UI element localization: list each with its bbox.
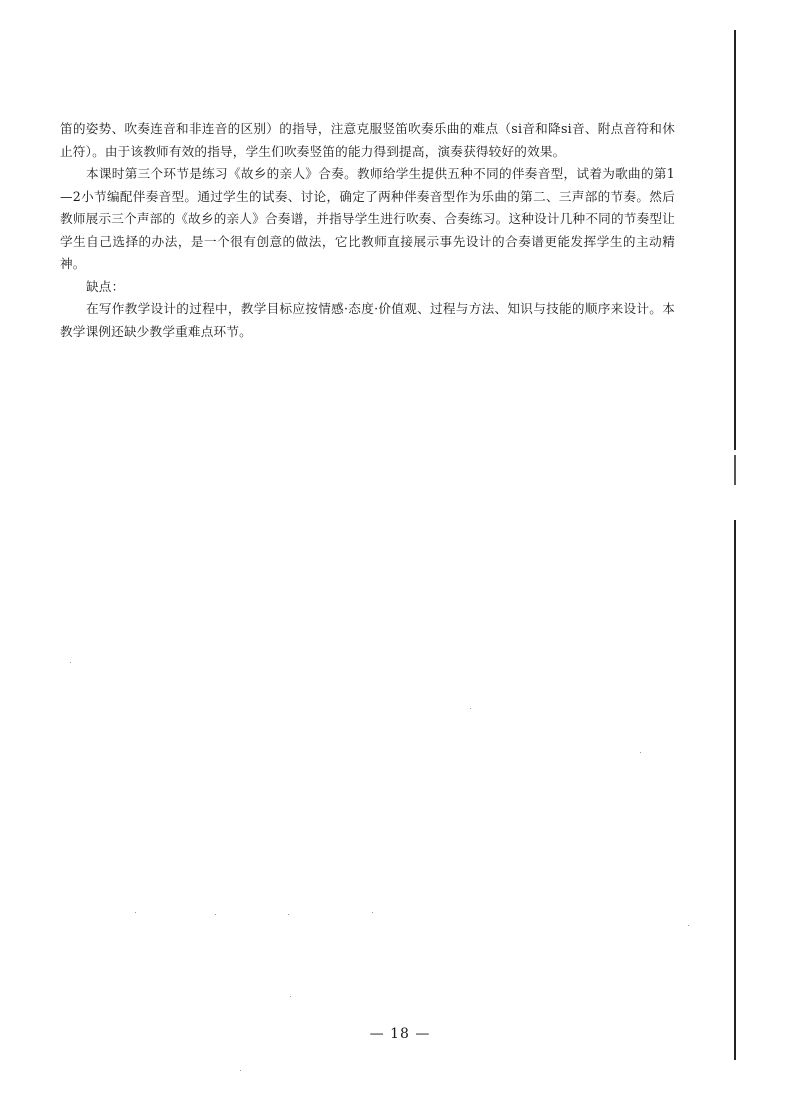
paragraph-1: 笛的姿势、吹奏连音和非连音的区别）的指导，注意克服竖笛吹奏乐曲的难点（si音和降si音、附点音符和休止符）。由于该教师有效的指导，学生们吹奏竖笛的能力得到提高，演奏获得较好的效果。 (60, 121, 675, 159)
scan-speck (215, 914, 216, 915)
scan-speck (70, 662, 71, 663)
paragraph-2: 本课时第三个环节是练习《故乡的亲人》合奏。教师给学生提供五种不同的伴奏音型，试着为歌曲的第1—2小节编配伴奏音型。通过学生的试奏、讨论，确定了两种伴奏音型作为乐曲的第二、三声部的节奏。然后教师展示三个声部的《故乡的亲人》合奏谱，并指导学生进行吹奏、合奏练习。这种设计几种不同的节奏型让学生自己选择的办法，是一个很有创意的做法，它比教师直接展示事先设计的合奏谱更能发挥学生的主动精神。 (60, 166, 675, 271)
scan-speck (240, 1070, 241, 1071)
scan-edge-line (734, 30, 736, 450)
scan-speck (290, 996, 291, 997)
scan-speck (688, 925, 689, 926)
body-text (60, 118, 675, 343)
paragraph-4: 在写作教学设计的过程中，教学目标应按情感·态度·价值观、过程与方法、知识与技能的顺序来设计。本教学课例还缺少教学重难点环节。 (60, 301, 675, 339)
scan-speck (470, 708, 471, 709)
scan-edge-line (734, 520, 736, 1060)
scan-speck (372, 912, 373, 913)
scan-speck (640, 752, 641, 753)
scan-speck (135, 912, 136, 913)
page-number: — 18 — (369, 1026, 431, 1042)
paragraph-3-heading: 缺点： (86, 278, 125, 294)
scan-edge-line (734, 455, 736, 485)
scan-speck (288, 914, 289, 915)
